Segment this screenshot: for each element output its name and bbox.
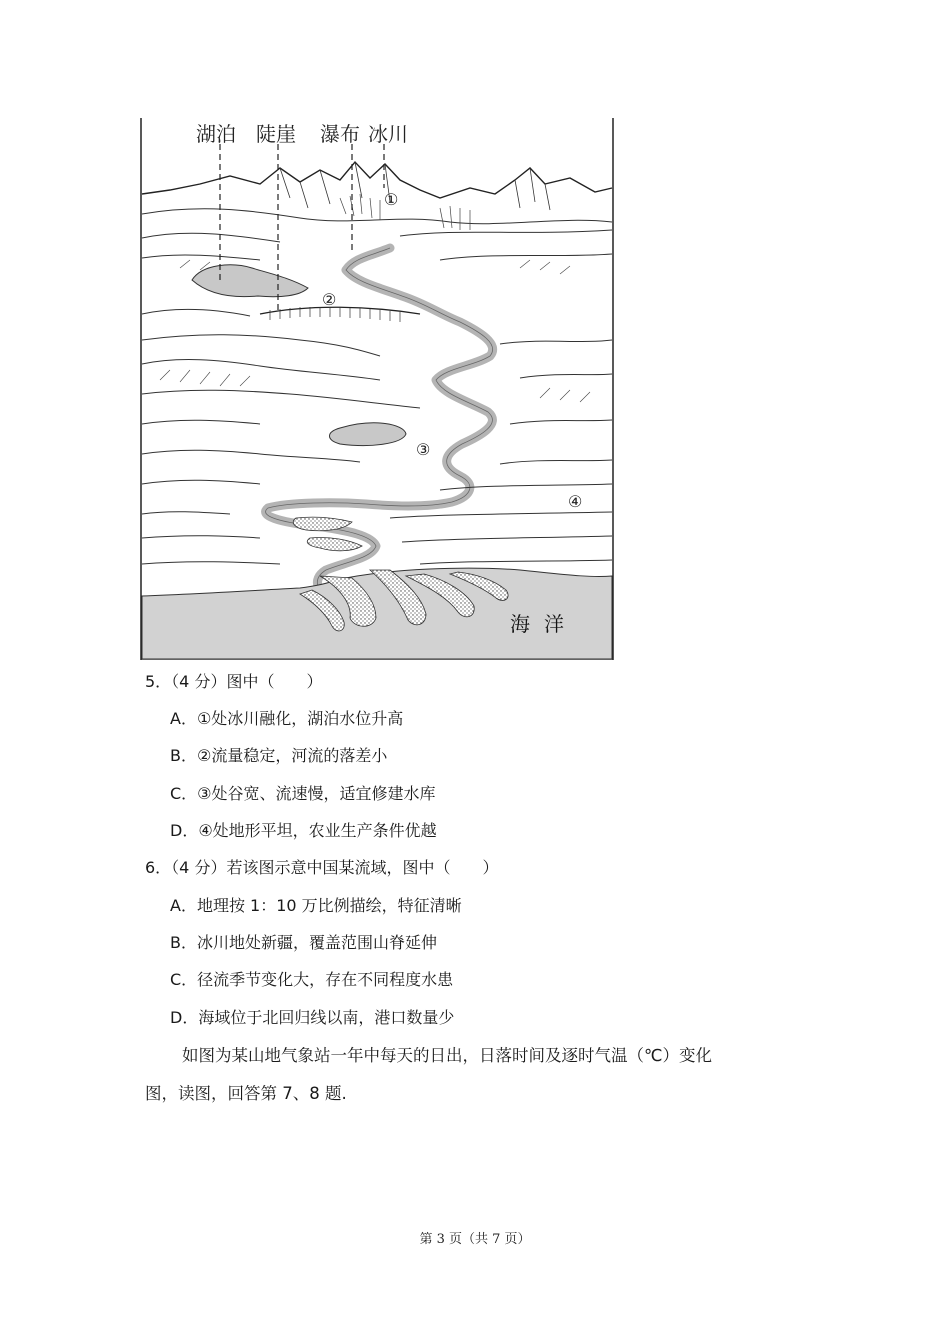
marker-3: ③ [416,440,431,459]
marker-2: ② [322,290,337,309]
marker-4: ④ [568,492,583,511]
label-glacier: 冰川 [368,122,408,146]
question-5-option-a: A．①处冰川融化，湖泊水位升高 [170,709,404,728]
question-6-option-c: C．径流季节变化大，存在不同程度水患 [170,970,454,989]
question-6-option-a: A．地理按 1：10 万比例描绘，特征清晰 [170,896,462,915]
question-5-option-d: D．④处地形平坦，农业生产条件优越 [170,821,437,840]
marker-1: ① [384,190,399,209]
intro-line-1: 如图为某山地气象站一年中每天的日出，日落时间及逐时气温（℃）变化 [182,1046,713,1065]
page-footer: 第 3 页（共 7 页） [419,1232,531,1247]
question-6-option-d: D．海域位于北回归线以南，港口数量少 [170,1008,455,1027]
label-lake: 湖泊 [196,122,236,146]
landscape-illustration [140,118,614,660]
question-5-option-b: B．②流量稳定，河流的落差小 [170,746,388,765]
river-landscape-figure [140,118,614,660]
question-6-option-b: B．冰川地处新疆，覆盖范围山脊延伸 [170,933,437,952]
question-6-stem: 6．（4 分）若该图示意中国某流域，图中（ ） [145,858,499,877]
question-5-option-c: C．③处谷宽、流速慢，适宜修建水库 [170,784,436,803]
sea-label: 海洋 [510,612,578,636]
label-waterfall: 瀑布 [320,122,360,146]
intro-line-2: 图，读图，回答第 7、8 题. [145,1084,347,1103]
label-cliff: 陡崖 [256,122,296,146]
question-5-stem: 5．（4 分）图中（ ） [145,672,323,691]
